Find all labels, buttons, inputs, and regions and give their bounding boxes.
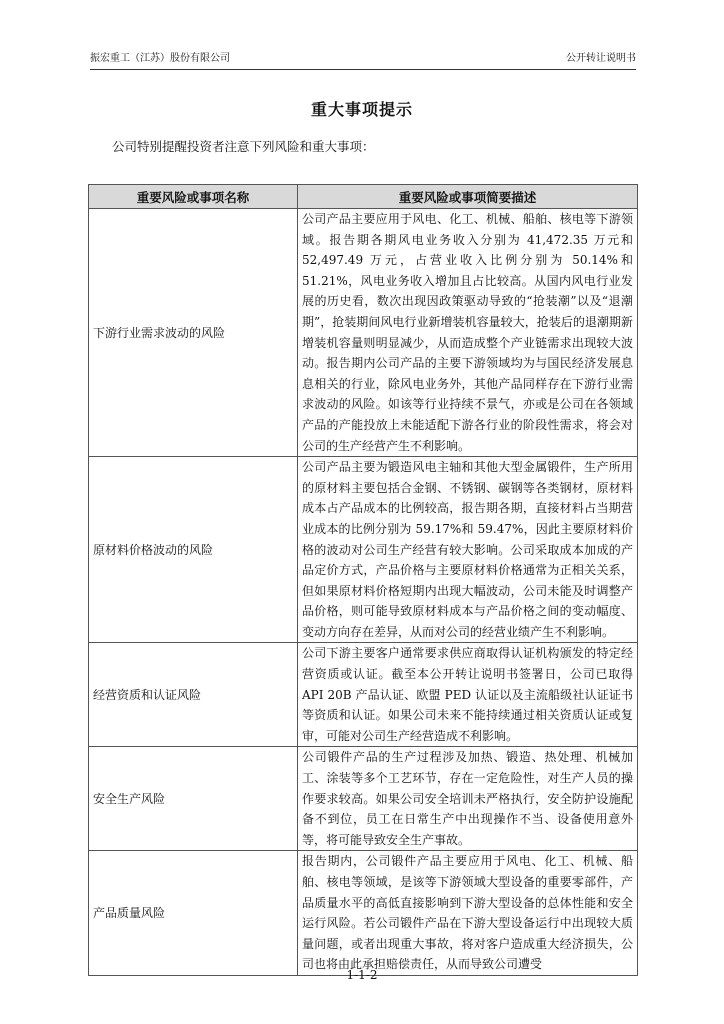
intro-text: 公司特别提醒投资者注意下列风险和重大事项： [112, 139, 375, 154]
table-row [89, 209, 638, 457]
risk-name-cell: 产品质量风险 [89, 851, 298, 976]
header-company-name: 振宏重工（江苏）股份有限公司 [90, 53, 230, 64]
table-row [89, 747, 638, 851]
risk-description-cell: 公司锻件产品的生产过程涉及加热、锻造、热处理、机械加工、涂装等多个工艺环节，存在一定危险性，对生产人员的操作要求较高。如果公司安全培训未严格执行，安全防护设施配备不到位，员工在日常生产中出现操作不当、设备使用意外等，将可能导致安全生产事故。 [298, 747, 638, 851]
risk-name-cell: 下游行业需求波动的风险 [89, 209, 298, 457]
risk-table [88, 184, 638, 976]
risk-description-cell: 公司产品主要应用于风电、化工、机械、船舶、核电等下游领域。报告期各期风电业务收入分别为 41,472.35 万元和 52,497.49 万元，占营业收入比例分别为 50.14%和 51.21%，风电业务收入增加且占比较高。从国内风电行业发展的历史看，数次出现因政策驱动导致的“抢装潮”以及“退潮期”，抢装期间风电行业新增装机容量较大，抢装后的退潮期新增装机容量则明显减少，从而造成整个产业链需求出现较大波动。报告期内公司产品的主要下游领域均为与国民经济发展息息相关的行业，除风电业务外，其他产品同样存在下游行业需求波动的风险。如该等行业持续不景气，亦或是公司在各领域产品的产能投放上未能适配下游各行业的阶段性需求，将会对公司的生产经营产生不利影响。 [298, 209, 638, 457]
table-header-row [89, 185, 638, 209]
table-row [89, 457, 638, 643]
column-header-risk-name: 重要风险或事项名称 [89, 185, 298, 209]
risk-description-cell: 公司下游主要客户通常要求供应商取得认证机构颁发的特定经营资质或认证。截至本公开转让说明书签署日，公司已取得 API 20B 产品认证、欧盟 PED 认证以及主流船级社认证证书等资质和认证。如果公司未来不能持续通过相关资质认证或复审，可能对公司生产经营造成不利影响。 [298, 643, 638, 747]
table-row [89, 851, 638, 976]
table-row [89, 643, 638, 747]
header-document-type: 公开转让说明书 [566, 53, 636, 64]
risk-description-cell: 报告期内，公司锻件产品主要应用于风电、化工、机械、船舶、核电等领域，是该等下游领域大型设备的重要零部件，产品质量水平的高低直接影响到下游大型设备的总体性能和安全运行风险。若公司锻件产品在下游大型设备运行中出现较大质量问题，或者出现重大事故，将对客户造成重大经济损失，公司也将由此承担赔偿责任，从而导致公司遭受 [298, 851, 638, 976]
column-header-risk-description: 重要风险或事项简要描述 [298, 185, 638, 209]
risk-name-cell: 原材料价格波动的风险 [89, 457, 298, 643]
risk-name-cell: 安全生产风险 [89, 747, 298, 851]
risk-description-cell: 公司产品主要为锻造风电主轴和其他大型金属锻件，生产所用的原材料主要包括合金钢、不锈钢、碳钢等各类钢材，原材料成本占产品成本的比例较高，报告期各期，直接材料占当期营业成本的比例分别为 59.17%和 59.47%，因此主要原材料价格的波动对公司生产经营有较大影响。公司采取成本加成的产品定价方式，产品价格与主要原材料价格通常为正相关关系，但如果原材料价格短期内出现大幅波动，公司未能及时调整产品价格，则可能导致原材料成本与产品价格之间的变动幅度、变动方向存在差异，从而对公司的经营业绩产生不利影响。 [298, 457, 638, 643]
page-header [90, 52, 636, 66]
page-title: 重大事项提示 [310, 100, 413, 119]
header-rule [90, 69, 636, 70]
risk-name-cell: 经营资质和认证风险 [89, 643, 298, 747]
page-number: 1-1-2 [346, 968, 378, 982]
